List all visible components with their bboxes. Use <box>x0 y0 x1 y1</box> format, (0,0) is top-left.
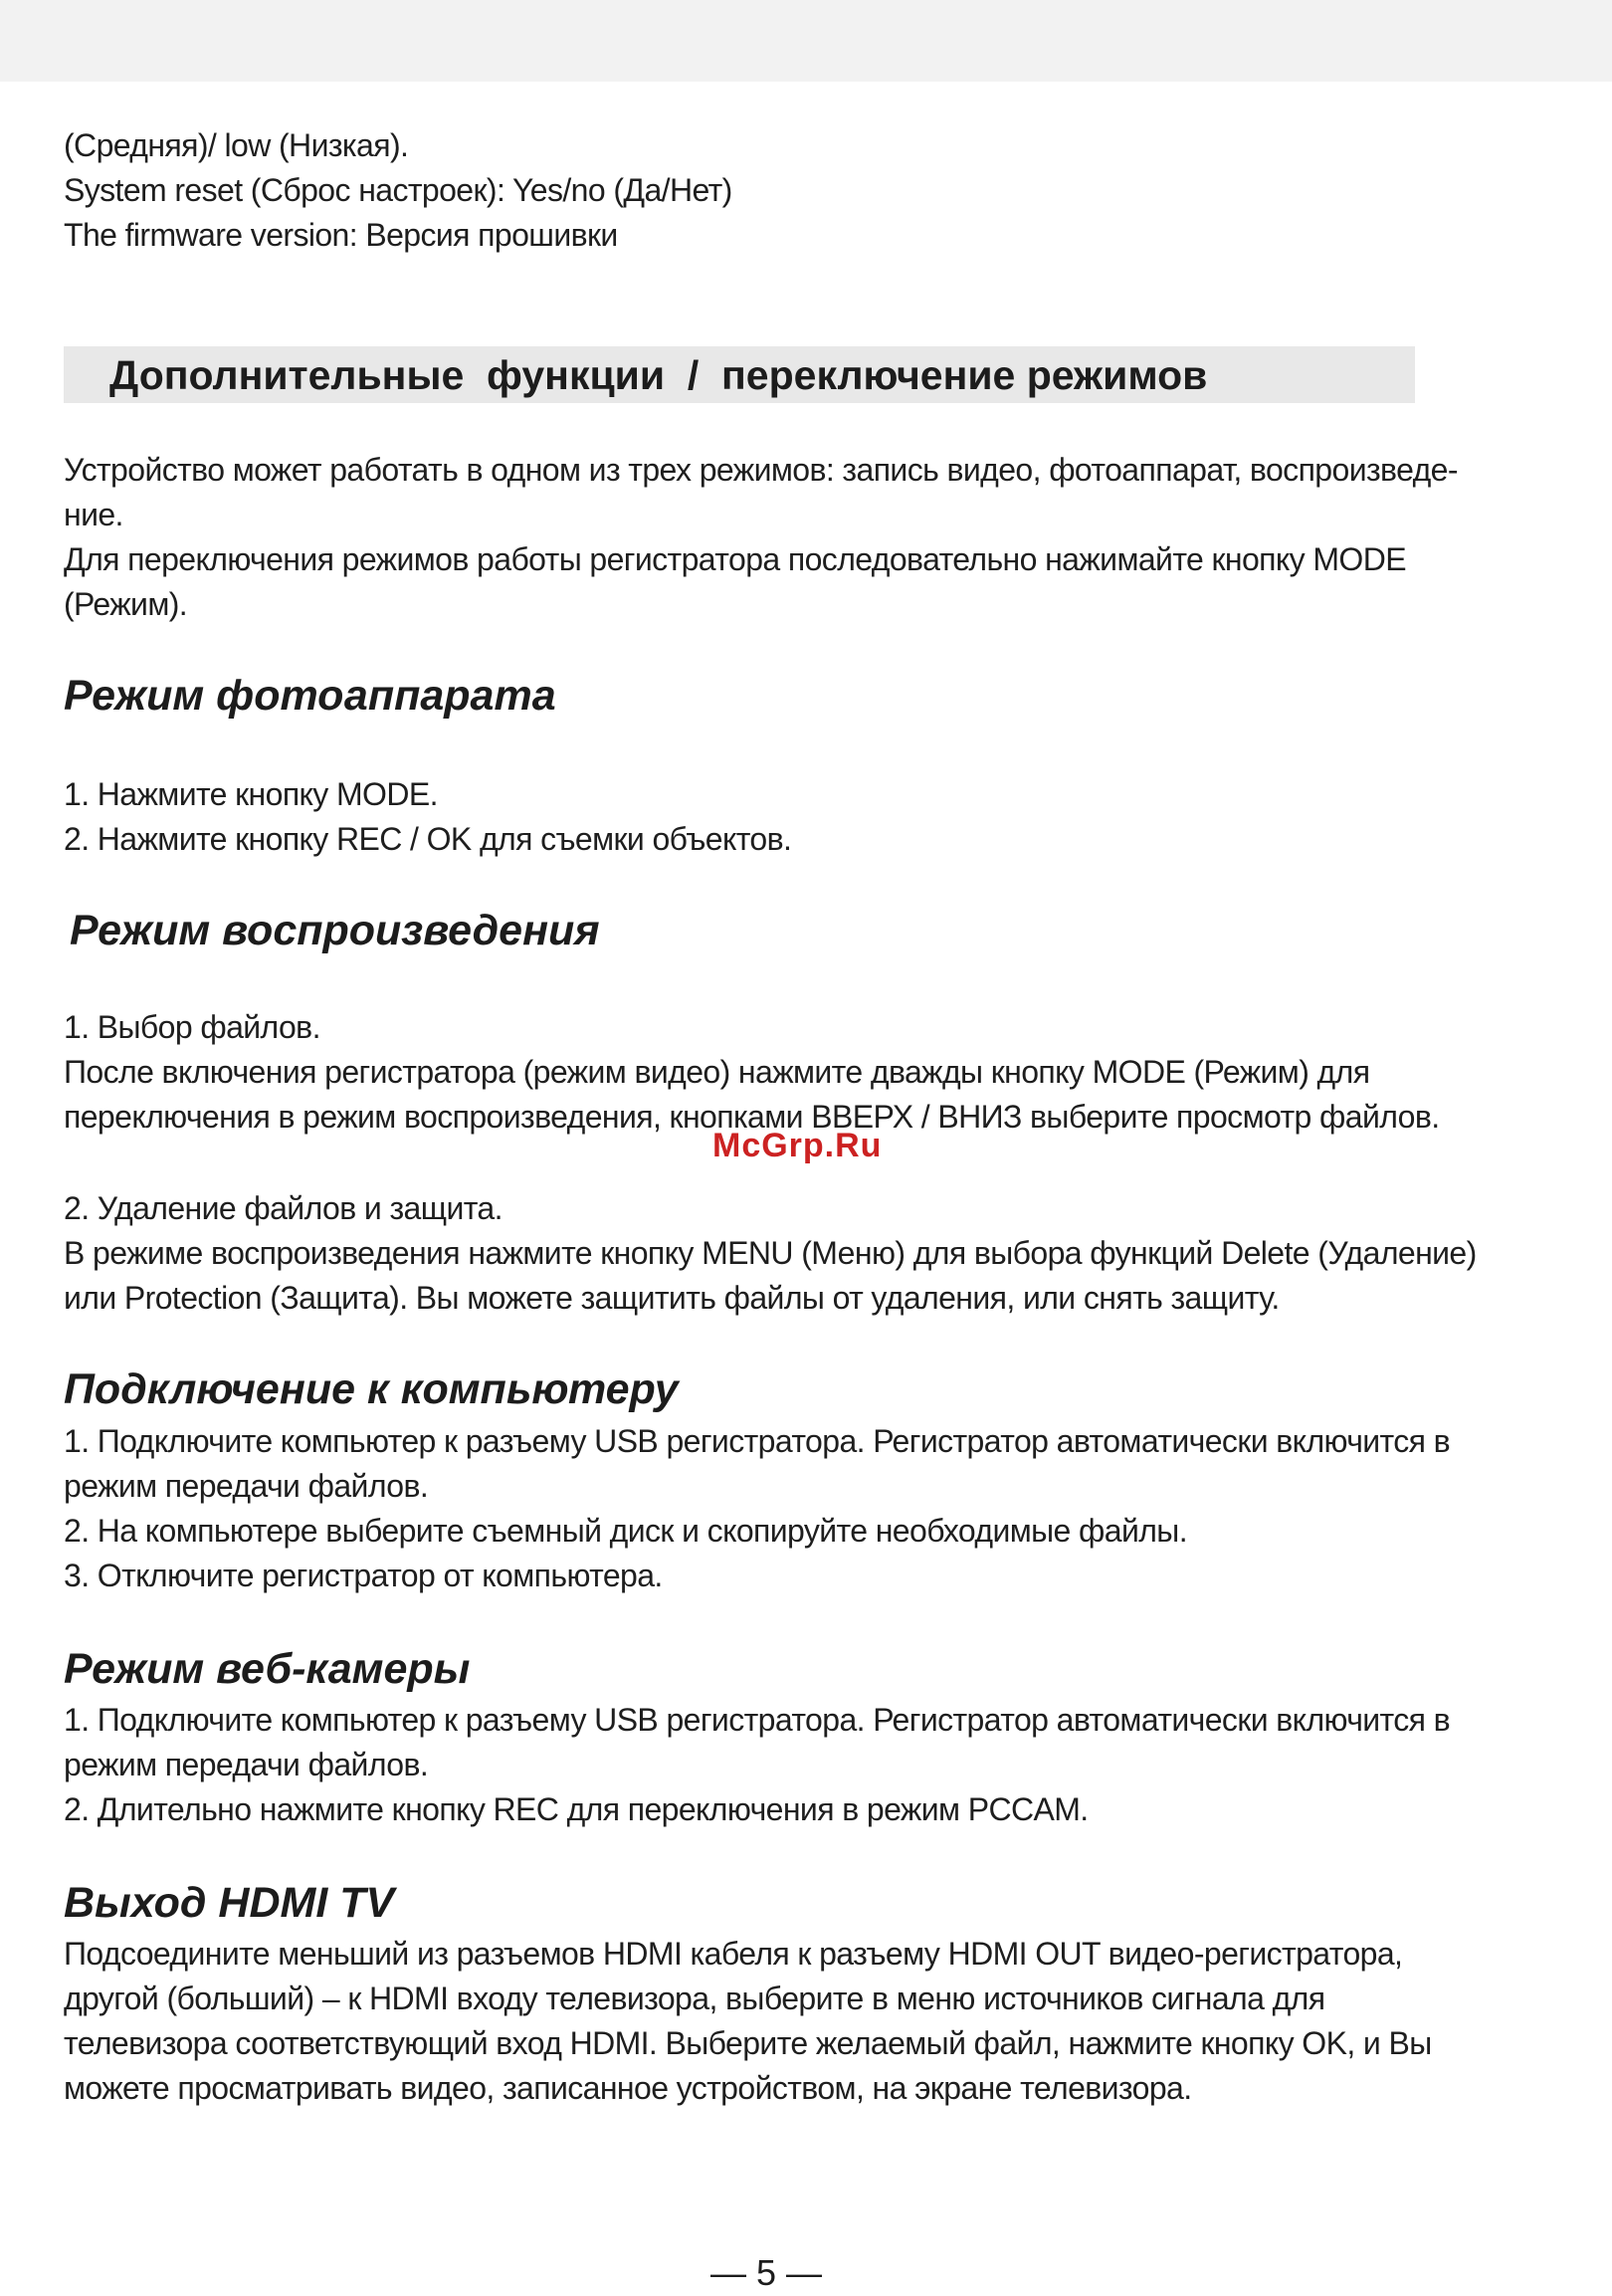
pc-connection-steps <box>64 1419 1556 1598</box>
text-line: можете просматривать видео, записанное устройством, на экране телевизора. <box>64 2070 1192 2106</box>
section-title: Дополнительные функции / переключение режимов <box>109 352 1208 398</box>
webcam-mode-heading: Режим веб-камеры <box>64 1645 471 1693</box>
webcam-mode-steps <box>64 1698 1556 1832</box>
text-line: 1. Выбор файлов. <box>64 1009 320 1045</box>
text-line: System reset (Сброс настроек): Yes/no (Да/Нет) <box>64 172 732 208</box>
page-number: — 5 — <box>709 2252 823 2293</box>
text-line: Подсоедините меньший из разъемов HDMI кабеля к разъему HDMI OUT видео-регистратора, <box>64 1936 1403 1972</box>
text-line: В режиме воспроизведения нажмите кнопку MENU (Меню) для выбора функций Delete (Удаление) <box>64 1235 1477 1271</box>
text-line: 2. Нажмите кнопку REC / OK для съемки объектов. <box>64 821 792 857</box>
text-line: переключения в режим воспроизведения, кнопками ВВЕРХ / ВНИЗ выберите просмотр файлов. <box>64 1099 1440 1135</box>
text-line: (Средняя)/ low (Низкая). <box>64 127 409 163</box>
text-line: режим передачи файлов. <box>64 1747 429 1782</box>
text-line: другой (больший) – к HDMI входу телевизора, выберите в меню источников сигнала для <box>64 1981 1325 2016</box>
playback-mode-heading: Режим воспроизведения <box>70 907 600 954</box>
photo-mode-steps <box>64 772 1556 862</box>
text-line: 1. Нажмите кнопку MODE. <box>64 776 438 812</box>
watermark-logo: McGrp.Ru <box>712 1127 883 1164</box>
text-line: 3. Отключите регистратор от компьютера. <box>64 1558 663 1593</box>
text-line: или Protection (Защита). Вы можете защитить файлы от удаления, или снять защиту. <box>64 1280 1280 1316</box>
playback-file-select <box>64 1005 1556 1140</box>
text-line: После включения регистратора (режим видео) нажмите дважды кнопку MODE (Режим) для <box>64 1054 1370 1090</box>
playback-delete-protect <box>64 1186 1556 1321</box>
top-band <box>0 0 1612 82</box>
text-line: The firmware version: Версия прошивки <box>64 217 618 253</box>
text-line: 2. Удаление файлов и защита. <box>64 1190 503 1226</box>
text-line: (Режим). <box>64 586 188 622</box>
hdmi-out-text <box>64 1932 1556 2111</box>
text-line: 2. Длительно нажмите кнопку REC для переключения в режим PCCAM. <box>64 1791 1089 1827</box>
text-line: 1. Подключите компьютер к разъему USB регистратора. Регистратор автоматически включится в <box>64 1702 1451 1738</box>
pc-connection-heading: Подключение к компьютеру <box>64 1365 679 1413</box>
intro-paragraph <box>64 448 1556 627</box>
text-line: Устройство может работать в одном из трех режимов: запись видео, фотоаппарат, воспроизведе- <box>64 452 1458 488</box>
settings-tail-text <box>64 123 1556 258</box>
text-line: 1. Подключите компьютер к разъему USB регистратора. Регистратор автоматически включится в <box>64 1423 1451 1459</box>
text-line: телевизора соответствующий вход HDMI. Выберите желаемый файл, нажмите кнопку OK, и Вы <box>64 2025 1432 2061</box>
photo-mode-heading: Режим фотоаппарата <box>64 672 556 720</box>
text-line: ние. <box>64 497 123 532</box>
text-line: Для переключения режимов работы регистратора последовательно нажимайте кнопку MODE <box>64 541 1406 577</box>
text-line: 2. На компьютере выберите съемный диск и скопируйте необходимые файлы. <box>64 1513 1187 1549</box>
hdmi-out-heading: Выход HDMI TV <box>64 1879 395 1927</box>
text-line: режим передачи файлов. <box>64 1468 429 1504</box>
